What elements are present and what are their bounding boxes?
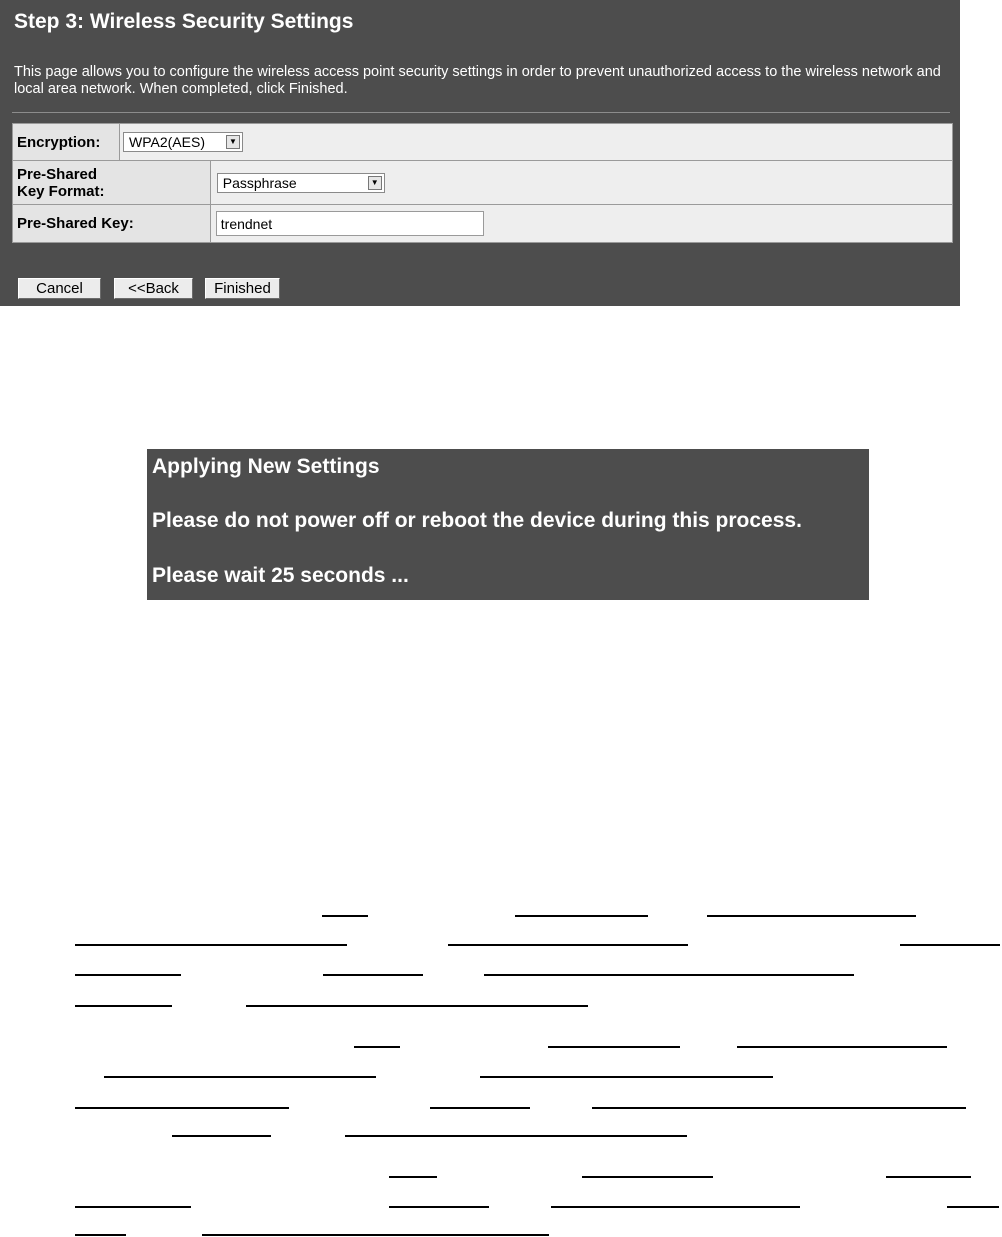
page-title: Step 3: Wireless Security Settings (14, 10, 354, 33)
blank-line (448, 944, 688, 946)
blank-line (484, 974, 854, 976)
dropdown-arrow-icon[interactable]: ▼ (226, 135, 240, 149)
encryption-label: Encryption: (13, 124, 120, 161)
blank-line (75, 1234, 126, 1236)
blank-line (75, 974, 181, 976)
blank-line (900, 944, 1000, 946)
blank-line (389, 1206, 489, 1208)
blank-line (592, 1107, 966, 1109)
encryption-select[interactable] (123, 132, 243, 152)
blank-line (515, 915, 648, 917)
blank-line (947, 1206, 999, 1208)
encryption-value: WPA2(AES) (129, 134, 205, 150)
applying-wait: Please wait 25 seconds ... (152, 564, 409, 587)
psk-row (13, 205, 953, 243)
blank-line (75, 1107, 289, 1109)
applying-dialog (147, 449, 869, 600)
blank-line (582, 1176, 713, 1178)
blank-line (548, 1046, 680, 1048)
applying-title: Applying New Settings (152, 455, 380, 478)
wizard-panel (0, 0, 960, 306)
psk-input[interactable] (216, 211, 484, 236)
page-description: This page allows you to configure the wireless access point security settings in order to prevent unauthorized access to the wireless network and local area network. When completed, click Finished. (14, 64, 941, 97)
blank-line (886, 1176, 971, 1178)
key-format-label: Pre-Shared Key Format: (13, 161, 211, 205)
blank-line (389, 1176, 437, 1178)
key-format-value: Passphrase (222, 174, 297, 191)
blank-line (430, 1107, 530, 1109)
blank-line (172, 1135, 271, 1137)
blank-line (75, 1206, 191, 1208)
blank-line (246, 1005, 588, 1007)
blank-line (737, 1046, 947, 1048)
cancel-button[interactable]: Cancel (18, 278, 101, 299)
key-format-select[interactable] (217, 173, 385, 193)
blank-line (322, 915, 368, 917)
blank-line (354, 1046, 400, 1048)
settings-table (12, 123, 953, 243)
finished-button[interactable]: Finished (205, 278, 280, 299)
applying-warning: Please do not power off or reboot the device during this process. (152, 509, 802, 532)
divider (12, 112, 950, 113)
blank-line (345, 1135, 687, 1137)
blank-line (551, 1206, 800, 1208)
encryption-row (13, 124, 953, 161)
key-format-row (13, 161, 953, 205)
blank-line (104, 1076, 376, 1078)
blank-line (480, 1076, 773, 1078)
blank-line (75, 944, 347, 946)
back-button[interactable]: <<Back (114, 278, 193, 299)
blank-line (202, 1234, 549, 1236)
blank-line (323, 974, 423, 976)
psk-label: Pre-Shared Key: (13, 205, 211, 243)
dropdown-arrow-icon[interactable]: ▼ (368, 176, 382, 190)
blank-line (75, 1005, 172, 1007)
blank-line (707, 915, 916, 917)
